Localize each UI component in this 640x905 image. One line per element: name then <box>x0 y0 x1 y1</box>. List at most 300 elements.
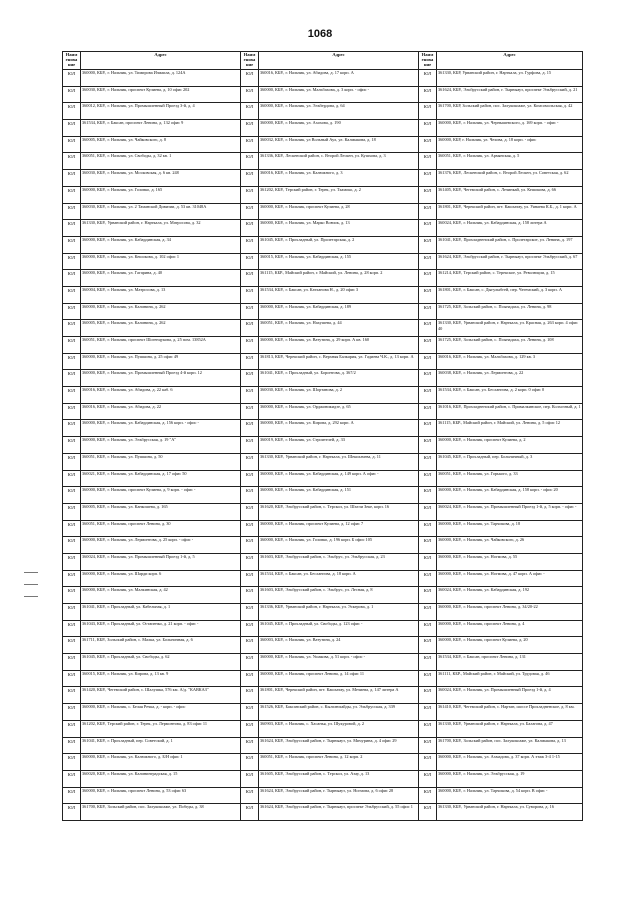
entity-type-cell: ЮЛ <box>63 253 81 270</box>
entity-type-cell: ЮЛ <box>63 687 81 704</box>
table-row <box>63 470 583 487</box>
entity-type-cell: ЮЛ <box>63 804 81 821</box>
entity-type-cell: ЮЛ <box>241 286 259 303</box>
entity-type-cell: ЮЛ <box>419 687 437 704</box>
entity-type-cell: ЮЛ <box>63 503 81 520</box>
table-header-row <box>63 52 583 70</box>
entity-type-cell: ЮЛ <box>241 670 259 687</box>
table-row <box>63 403 583 420</box>
entity-type-cell: ЮЛ <box>241 804 259 821</box>
address-cell: 360000, КБР., г. Нальчик, ул. Калинина, д. 262 <box>81 303 241 320</box>
page-number: 1068 <box>307 28 333 40</box>
type-header: Наим енова ние <box>241 52 259 70</box>
address-cell: 360000, КБР., г. Нальчик, ул. Промышленный Проезд 4-й корп. 12 <box>81 370 241 387</box>
entity-type-cell: ЮЛ <box>63 520 81 537</box>
address-cell: 360000, КБР., г. Нальчик, ул. Чернышевского, д. 169 корп. - офис - <box>437 120 583 137</box>
entity-type-cell: ЮЛ <box>241 737 259 754</box>
entity-type-cell: ЮЛ <box>63 754 81 771</box>
address-cell: 360000, КБР., г. Нальчик, проспект Кулиева, д. 28 <box>259 203 419 220</box>
address-cell: 361330, КБР., Урванский район, г. Нарткала, ул. Суворова, д. 16 <box>437 804 583 821</box>
table-row <box>63 804 583 821</box>
entity-type-cell: ЮЛ <box>419 437 437 454</box>
table-row <box>63 320 583 337</box>
entity-type-cell: ЮЛ <box>63 570 81 587</box>
address-cell: 360012, КБР., г. Нальчик, ул. Промышленный Проезд 3-й, д. 4 <box>81 103 241 120</box>
address-cell: 361202, КБР., Терский район, г. Терек, ул. Лермонтова, д. 83 офис 11 <box>81 720 241 737</box>
address-cell: 361045, КБР., г. Прохладный, ул. Свободы, д. 62 <box>81 654 241 671</box>
entity-type-cell: ЮЛ <box>419 453 437 470</box>
address-cell: 361534, КБР., г. Баксан, ул. Беслангова, д. 2 корп. 0 офис 0 <box>437 387 583 404</box>
entity-type-cell: ЮЛ <box>419 570 437 587</box>
table-row <box>63 770 583 787</box>
table-row <box>63 787 583 804</box>
address-cell: 360004, КБР., г. Нальчик, ул. Матросова, д. 13 <box>81 286 241 303</box>
entity-type-cell: ЮЛ <box>419 186 437 203</box>
address-header: Адрес <box>437 52 583 70</box>
address-cell: 361376, КБР., Лескенский район, с. Второй Лескен, ул. Советская, д. 62 <box>437 170 583 187</box>
entity-type-cell: ЮЛ <box>419 270 437 287</box>
table-row <box>63 370 583 387</box>
entity-type-cell: ЮЛ <box>419 120 437 137</box>
address-cell: 360000, КБР., г. Нальчик, ул. Ахмадова, д. 37 корп. А этаж 3-4 1-15 <box>437 754 583 771</box>
address-cell: 361700, КБР., Зольский район, пос. Залукокоаже, ул. Калмыкова, д. 13 <box>437 737 583 754</box>
entity-type-cell: ЮЛ <box>63 170 81 187</box>
table-row <box>63 670 583 687</box>
address-cell: 361801, КБР., г. Баксан, с. Дыгулыбгей, пер. Чегемский, д. 3 корп. А <box>437 286 583 303</box>
entity-type-cell: ЮЛ <box>241 136 259 153</box>
address-cell: 360005, КБР., г. Нальчик, ул. Калинина, д. 262 <box>81 320 241 337</box>
entity-type-cell: ЮЛ <box>241 403 259 420</box>
address-cell: 360051, КБР., г. Нальчик, проспект Ленина, д. 30 <box>81 520 241 537</box>
address-cell: 360000, КБР., г. Нальчик, ул. Эльбрусская, д. 19 "А" <box>81 437 241 454</box>
address-cell: 361043, КБР., г. Прохладный, ул. Остапенко, д. 21 корп. - офис - <box>81 620 241 637</box>
address-cell: 360051, КБР., г. Нальчик, проспект Шогенцукова, д. 25 пом. 13852А <box>81 337 241 354</box>
address-cell: 360024, КБР., г. Нальчик, ул. Кабардинская, д. 192 <box>437 587 583 604</box>
entity-type-cell: ЮЛ <box>419 103 437 120</box>
entity-type-cell: ЮЛ <box>241 236 259 253</box>
address-cell: 360015, КБР., г. Нальчик, ул. Кабардинская, д. 155 <box>259 253 419 270</box>
address-cell: 361526, КБР., Баксанский район, с. Кыльтюхайды, ул. Эльбрусская, д. 339 <box>259 704 419 721</box>
address-cell: 361041, КБР., г. Прохладный, ул. Боронтова, д. 367/2 <box>259 370 419 387</box>
entity-type-cell: ЮЛ <box>63 604 81 621</box>
entity-type-cell: ЮЛ <box>241 120 259 137</box>
address-cell: 360051, КБР., г. Нальчик, проспект Ленина, д. 12 корп. 2 <box>259 754 419 771</box>
entity-type-cell: ЮЛ <box>63 103 81 120</box>
address-cell: 360016, КБР., г. Нальчик, ул. Абидова, д. 22 каб. 6 <box>81 387 241 404</box>
table-row <box>63 220 583 237</box>
table-row <box>63 604 583 621</box>
entity-type-cell: ЮЛ <box>419 320 437 337</box>
address-cell: 360000, КБР., г. Нальчик, проспект Кулиева, д. 20 <box>437 637 583 654</box>
table-row <box>63 303 583 320</box>
entity-type-cell: ЮЛ <box>241 153 259 170</box>
entity-type-cell: ЮЛ <box>241 570 259 587</box>
address-cell: 360000, КБР., г. Нальчик, ул. Пушкина, д. 25 офис 49 <box>81 353 241 370</box>
entity-type-cell: ЮЛ <box>63 70 81 87</box>
address-cell: 360051, КБР., г. Нальчик, ул. Армянская, д. 5 <box>437 153 583 170</box>
entity-type-cell: ЮЛ <box>241 770 259 787</box>
address-cell: 360038, КБР., г. Нальчик, ул. Лермонтова, д. 22 <box>437 370 583 387</box>
type-header: Наим енова ние <box>63 52 81 70</box>
table-row <box>63 570 583 587</box>
margin-mark <box>24 584 38 585</box>
table-row <box>63 70 583 87</box>
address-cell: 360000, КБР., г. Нальчик, проспект Ленина, д. 4 <box>437 620 583 637</box>
entity-type-cell: ЮЛ <box>63 553 81 570</box>
address-cell: 361711, КБР., Зольский район, с. Малка, ул. Больничная, д. 6 <box>81 637 241 654</box>
address-cell: 360000, КБР., г. Нальчик, ул. Марко Вовчок, д. 13 <box>259 220 419 237</box>
table-row <box>63 520 583 537</box>
entity-type-cell: ЮЛ <box>241 420 259 437</box>
address-cell: 360000, КБР., г. Нальчик, ул. Эльбердова, д. 64 <box>259 103 419 120</box>
margin-mark <box>24 572 38 573</box>
address-cell: 361041, КБР., г. Прохладный, пер. Советский, д. 1 <box>81 737 241 754</box>
address-cell: 361534, КБР., г. Баксан, ул. Катханова Н., д. 20 офис 3 <box>259 286 419 303</box>
entity-type-cell: ЮЛ <box>419 136 437 153</box>
address-cell: 361330, КБР., Урванский район, г. Нарткала, ул. Шекихачева, д. 11 <box>259 453 419 470</box>
entity-type-cell: ЮЛ <box>419 637 437 654</box>
entity-type-cell: ЮЛ <box>63 670 81 687</box>
address-cell: 361330, КБР., Урванский район, г. Нарткала, ул. Матросова, д. 32 <box>81 220 241 237</box>
entity-type-cell: ЮЛ <box>241 270 259 287</box>
address-cell: 361700, КБР, Зольский район, пос. Залукокоаже, ул. Комсомольская, д. 42 <box>437 103 583 120</box>
address-cell: 360000, КБР., г. Нальчик, ул. Кешокова, д. 102 офис 1 <box>81 253 241 270</box>
entity-type-cell: ЮЛ <box>419 470 437 487</box>
address-cell: 360000, КБР., г. Нальчик, ул. Ногмова, д. 55 <box>437 553 583 570</box>
entity-type-cell: ЮЛ <box>419 787 437 804</box>
table-row <box>63 203 583 220</box>
table-row <box>63 637 583 654</box>
address-cell: 360005, КБР., г. Нальчик, ул. Канкошева, д. 165 <box>81 503 241 520</box>
entity-type-cell: ЮЛ <box>419 754 437 771</box>
entity-type-cell: ЮЛ <box>241 587 259 604</box>
table-row <box>63 620 583 637</box>
table-row <box>63 420 583 437</box>
table-row <box>63 754 583 771</box>
address-cell: 361620, КБР., Эльбрусский район, с. Терскол, ул. Шхели Зеке, корп. 16 <box>259 503 419 520</box>
address-cell: 361624, КБР., Эльбрусский район, г. Тырныауз, ул. Мичурина, д. 4 офис 29 <box>259 737 419 754</box>
entity-type-cell: ЮЛ <box>419 670 437 687</box>
address-cell: 361330, КБР, Урванский район, г. Нарткала, ул. Гурфова, д. 15 <box>437 70 583 87</box>
entity-type-cell: ЮЛ <box>63 537 81 554</box>
entity-type-cell: ЮЛ <box>419 203 437 220</box>
address-cell: 360030, КБР., г. Нальчик, ул. 2 Таманской Дивизии, д. 53 кв. 31048А <box>81 203 241 220</box>
entity-type-cell: ЮЛ <box>241 470 259 487</box>
address-cell: 360000, КБР, г. Нальчик, ул. Чехова, д. 18 корп. - офис <box>437 136 583 153</box>
address-cell: 360000, КБР., г. Нальчик, ул. Мальбахова, д. 3 корп. - офис - <box>259 86 419 103</box>
address-cell: 361045, КБР., г. Прохладный, ул. Пролетарская, д. 2 <box>259 236 419 253</box>
entity-type-cell: ЮЛ <box>419 587 437 604</box>
address-cell: 361624, КБР., Эльбрусский район, г. Тырныауз, проспект Эльбрусский, д. 67 <box>437 253 583 270</box>
address-cell: 361603, КБР., Эльбрусский район, с. Эльбрус, ул. Лесная, д. 8 <box>259 587 419 604</box>
margin-mark <box>24 596 38 597</box>
entity-type-cell: ЮЛ <box>63 236 81 253</box>
entity-type-cell: ЮЛ <box>63 320 81 337</box>
table-row <box>63 387 583 404</box>
entity-type-cell: ЮЛ <box>419 553 437 570</box>
address-cell: 360000, КБР., г. Нальчик, проспект Ленина, д. 14 офис 11 <box>259 670 419 687</box>
address-cell: 361045, КБР., г. Прохладный, пер. Больничный, д. 3 <box>437 453 583 470</box>
address-cell: 360000, КБР., г. Нальчик, ул. Лермонтова, д. 25 корп. - офис - <box>81 537 241 554</box>
entity-type-cell: ЮЛ <box>419 387 437 404</box>
table-row <box>63 337 583 354</box>
address-cell: 360000, КБР., г. Нальчик, ул. Эльбрусская, д. 19 <box>437 770 583 787</box>
entity-type-cell: ЮЛ <box>63 136 81 153</box>
address-cell: 361700, КБР., Зольский район, пос. Залукокоаже, ул. Победы, д. 38 <box>81 804 241 821</box>
table-row <box>63 720 583 737</box>
address-cell: 360000, КБР., г. Нальчик, ул. Кабардинская, д. 158 корп. - офис 20 <box>437 487 583 504</box>
address-cell: 360024, КБР., г. Нальчик, ул. Кабардинская, д. 158 литера А <box>437 220 583 237</box>
entity-type-cell: ЮЛ <box>419 720 437 737</box>
entity-type-cell: ЮЛ <box>419 170 437 187</box>
address-cell: 360016, КБР., г. Нальчик, ул. Калюжного, д. 3 <box>259 170 419 187</box>
entity-type-cell: ЮЛ <box>241 103 259 120</box>
entity-type-cell: ЮЛ <box>63 470 81 487</box>
entity-type-cell: ЮЛ <box>241 303 259 320</box>
address-cell: 360051, КБР., г. Нальчик, ул. Нахушева, д. 44 <box>259 320 419 337</box>
entity-type-cell: ЮЛ <box>63 270 81 287</box>
entity-type-cell: ЮЛ <box>63 587 81 604</box>
address-cell: 360000, КБР., г. Нальчик, с. Белая Речка, д. - корп. - офис <box>81 704 241 721</box>
entity-type-cell: ЮЛ <box>241 487 259 504</box>
address-cell: 360030, КБР., г. Нальчик, ул. Московская, д. 6 кв. 248 <box>81 170 241 187</box>
address-cell: 360000, КБР., г. Нальчик, ул. Ватутина, д. 29 корп. А кв. 160 <box>259 337 419 354</box>
address-cell: 360000, КБР., г. Нальчик, ул. Головко, д. 196 корп. Б офис 105 <box>259 537 419 554</box>
address-cell: 361813, КБР., Черекский район, с. Верхняя Балкария, ул. Гадиева Ч.К., д. 13 корп. А <box>259 353 419 370</box>
entity-type-cell: ЮЛ <box>241 537 259 554</box>
address-cell: 360000, КБР., г. Нальчик, проспект Ленина, д. 53 офис 63 <box>81 787 241 804</box>
address-cell: 360000, КБР., г. Нальчик, ул. Головко, д. 165 <box>81 186 241 203</box>
entity-type-cell: ЮЛ <box>419 337 437 354</box>
address-cell: 361624, КБР., Эльбрусский район, г. Тырныауз, проспект Эльбрусский, д. 21 <box>437 86 583 103</box>
address-cell: 361624, КБР., Эльбрусский район, г. Тырныауз, ул. Ногмова, д. 6 офис 28 <box>259 787 419 804</box>
entity-type-cell: ЮЛ <box>419 487 437 504</box>
address-cell: 361041, КБР., г. Прохладный, ул. Кабельная, д. 1 <box>81 604 241 621</box>
address-cell: 360019, КБР., г. Нальчик, ул. Строителей, д. 33 <box>259 437 419 454</box>
entity-type-cell: ЮЛ <box>63 303 81 320</box>
address-cell: 360051, КБР., г. Нальчик, ул. Пушкина, д. 50 <box>81 453 241 470</box>
entity-type-cell: ЮЛ <box>419 70 437 87</box>
address-cell: 361534, КБР., г. Баксан, ул. Беслангова, д. 18 корп. А <box>259 570 419 587</box>
entity-type-cell: ЮЛ <box>241 553 259 570</box>
address-cell: 360000, КБР., г. Нальчик, ул. Ушакова, д. 51 корп. - офис - <box>259 654 419 671</box>
address-cell: 361534, КБР., г. Баксан, проспект Ленина, д. 132 офис 9 <box>81 120 241 137</box>
entity-type-cell: ЮЛ <box>63 737 81 754</box>
address-cell: 360000, КБР., г. Нальчик, ул. Кабардинская, д. 156 корп. - офис - <box>81 420 241 437</box>
address-cell: 361801, КБР., Черекский район, пгт. Кашхатау, ул. Мечиева, д. 147 литера А <box>259 687 419 704</box>
table-row <box>63 86 583 103</box>
entity-type-cell: ЮЛ <box>63 203 81 220</box>
address-header: Адрес <box>81 52 241 70</box>
type-header: Наим енова ние <box>419 52 437 70</box>
entity-type-cell: ЮЛ <box>241 370 259 387</box>
entity-type-cell: ЮЛ <box>419 770 437 787</box>
address-cell: 361202, КБР., Терский район, г. Терек, ул. Тхамоко, д. 2 <box>259 186 419 203</box>
entity-type-cell: ЮЛ <box>241 353 259 370</box>
address-cell: 360015, КБР., г. Нальчик, ул. Кирова, д. 13 кв. 9 <box>81 670 241 687</box>
entity-type-cell: ЮЛ <box>63 370 81 387</box>
entity-type-cell: ЮЛ <box>241 220 259 237</box>
entity-type-cell: ЮЛ <box>241 320 259 337</box>
address-cell: 361045, КБР., г. Прохладный, ул. Свободы, д. 123 офис - <box>259 620 419 637</box>
table-row <box>63 286 583 303</box>
entity-type-cell: ЮЛ <box>241 620 259 637</box>
entity-type-cell: ЮЛ <box>241 337 259 354</box>
entity-type-cell: ЮЛ <box>419 286 437 303</box>
address-cell: 361725, КБР., Зольский район, с. Псынадаха, ул. Ленина, д. 108 <box>437 337 583 354</box>
entity-type-cell: ЮЛ <box>63 186 81 203</box>
entity-type-cell: ЮЛ <box>241 186 259 203</box>
address-cell: 360000, КБР., г. Нальчик, ул. Кабардинская, д. 149 корп. А офис - <box>259 470 419 487</box>
address-cell: 360000, КБР., г. Нальчик, ул. Ногмова, д. 47 корп. А офис - <box>437 570 583 587</box>
address-cell: 361115, КБР., Майский район, г. Майский, ул. Ленина, д. 28 корп. 2 <box>259 270 419 287</box>
address-cell: 360032, КБР., г. Нальчик, ул Вольный Аул, ул. Калмыкова, д. 18 <box>259 136 419 153</box>
address-cell: 360000, КБР., г. Нальчик, проспект Кулиева, д. 12 офис 7 <box>259 520 419 537</box>
address-cell: 360024, КБР., г. Нальчик, ул. Промышленный Проезд 1-й, д. 5 корп. - офис - <box>437 503 583 520</box>
address-header: Адрес <box>259 52 419 70</box>
address-cell: 360000, КБР., г. Нальчик, ул. Ахохова, д. 190 <box>259 120 419 137</box>
address-cell: 360000, КБР., г. Нальчик, ул. Тимирова Измаила, д. 124А <box>81 70 241 87</box>
address-cell: 360000, КБР., г. Нальчик, ул. Малкинская, д. 42 <box>81 587 241 604</box>
entity-type-cell: ЮЛ <box>63 387 81 404</box>
entity-type-cell: ЮЛ <box>63 353 81 370</box>
entity-type-cell: ЮЛ <box>241 720 259 737</box>
address-cell: 360000, КБР., г. Нальчик, проспект Ленина, д. 34/20-22 <box>437 604 583 621</box>
entity-type-cell: ЮЛ <box>63 720 81 737</box>
entity-type-cell: ЮЛ <box>241 754 259 771</box>
address-cell: 361041, КБР., Прохладненский район, с. Пролетарское, ул. Ленина, д. 197 <box>437 236 583 253</box>
entity-type-cell: ЮЛ <box>241 687 259 704</box>
address-cell: 360000, КБР., г. Нальчик, ул. Кабардинская, д. 189 <box>259 303 419 320</box>
address-table <box>62 51 583 821</box>
table-row <box>63 236 583 253</box>
entity-type-cell: ЮЛ <box>63 620 81 637</box>
entity-type-cell: ЮЛ <box>419 403 437 420</box>
entity-type-cell: ЮЛ <box>63 337 81 354</box>
table-row <box>63 587 583 604</box>
entity-type-cell: ЮЛ <box>241 437 259 454</box>
address-cell: 360005, КБР., г. Нальчик, ул. Чайковского, д. 8 <box>81 136 241 153</box>
address-cell: 360903, КБР., г. Нальчик, с. Хасанья, ул. Шукуровой, д. 2 <box>259 720 419 737</box>
address-cell: 361605, КБР., Эльбрусский район, с. Терскол, ул. Азау, д. 13 <box>259 770 419 787</box>
table-row <box>63 153 583 170</box>
address-cell: 361624, КБР., Эльбрусский район, г. Тырныауз, проспект Эльбрусский, д. 55 офис 1 <box>259 804 419 821</box>
address-cell: 360000, КБР., г. Нальчик, ул. Гагарина, д. 40 <box>81 270 241 287</box>
table-row <box>63 704 583 721</box>
address-cell: 360016, КБР., г. Нальчик, ул. Абидова, д. 17 корп. А <box>259 70 419 87</box>
entity-type-cell: ЮЛ <box>63 453 81 470</box>
address-cell: 361410, КБР., Чегемский район, с. Нартан, шоссе Прохладненское, д. 8 км. <box>437 704 583 721</box>
address-cell: 361336, КБР., Урванский район, г. Нарткала, ул. Эскерова, д. 1 <box>259 604 419 621</box>
table-row <box>63 353 583 370</box>
entity-type-cell: ЮЛ <box>419 620 437 637</box>
address-cell: 360030, КБР., г. Нальчик, проспект Кулиева, д. 10 офис 202 <box>81 86 241 103</box>
address-cell: 361016, КБР., Прохладненский район, с. Прималкинское, пер. Колхозный, д. 1 <box>437 403 583 420</box>
entity-type-cell: ЮЛ <box>419 86 437 103</box>
table-row <box>63 453 583 470</box>
address-cell: 361115, КБР., Майский район, г. Майский, ул. Ленина, д. 5 офис 12 <box>437 420 583 437</box>
table-row <box>63 687 583 704</box>
entity-type-cell: ЮЛ <box>419 704 437 721</box>
table-row <box>63 170 583 187</box>
entity-type-cell: ЮЛ <box>63 153 81 170</box>
entity-type-cell: ЮЛ <box>241 203 259 220</box>
entity-type-cell: ЮЛ <box>63 487 81 504</box>
table-row <box>63 253 583 270</box>
entity-type-cell: ЮЛ <box>241 604 259 621</box>
entity-type-cell: ЮЛ <box>241 704 259 721</box>
address-cell: 360016, КБР., г. Нальчик, ул. Абидова, д. 22 <box>81 403 241 420</box>
entity-type-cell: ЮЛ <box>241 520 259 537</box>
address-cell: 360000, КБР., г. Нальчик, ул. Тарчокова, д. 54 корп. В офис - <box>437 787 583 804</box>
address-cell: 361534, КБР., г. Баксан, проспект Ленина, д. 131 <box>437 654 583 671</box>
entity-type-cell: ЮЛ <box>419 654 437 671</box>
entity-type-cell: ЮЛ <box>241 387 259 404</box>
address-cell: 361420, КБР., Чегемский район, с. Шалушка, 576 км. А/д. "КАВКАЗ" <box>81 687 241 704</box>
table-row <box>63 136 583 153</box>
address-cell: 360024, КБР., г. Нальчик, ул. Промышленный Проезд 1-й, д. 5 <box>81 553 241 570</box>
entity-type-cell: ЮЛ <box>241 654 259 671</box>
address-cell: 360000, КБР., г. Нальчик, ул. Орджоникидзе, д. 65 <box>259 403 419 420</box>
entity-type-cell: ЮЛ <box>419 737 437 754</box>
entity-type-cell: ЮЛ <box>419 604 437 621</box>
entity-type-cell: ЮЛ <box>241 70 259 87</box>
entity-type-cell: ЮЛ <box>63 220 81 237</box>
address-cell: 360000, КБР., г. Нальчик, ул. Кабардинская, д. 151 <box>259 487 419 504</box>
address-cell: 361330, КБР., Урванский район, г. Нарткала, ул. Красная, д. 263 корп. 4 офис 40 <box>437 320 583 337</box>
address-cell: 360051, КБР., г. Нальчик, ул. Горького, д. 33 <box>437 470 583 487</box>
address-cell: 360020, КБР., г. Нальчик, ул. Калининградская, д. 15 <box>81 770 241 787</box>
entity-type-cell: ЮЛ <box>63 770 81 787</box>
address-cell: 361603, КБР., Эльбрусский район, с. Эльбрус, ул. Эльбрусская, д. 23 <box>259 553 419 570</box>
address-cell: 360000, КБР., г. Нальчик, ул. Чайковского, д. 26 <box>437 537 583 554</box>
address-cell: 361330, КБР., Урванский район, г. Нарткала, ул. Балагова, д. 47 <box>437 720 583 737</box>
table-row <box>63 270 583 287</box>
address-cell: 361111, КБР., Майский район, г. Майский, ул. Трудовая, д. 46 <box>437 670 583 687</box>
address-cell: 360024, КБР., г. Нальчик, ул. Промышленный Проезд 1-й, д. 4 <box>437 687 583 704</box>
entity-type-cell: ЮЛ <box>419 153 437 170</box>
address-cell: 360000, КБР., г. Нальчик, ул. Тарчокова, д. 18 <box>437 520 583 537</box>
table-row <box>63 654 583 671</box>
address-cell: 360000, КБР., г. Нальчик, проспект Кулиева, д. 2 <box>437 437 583 454</box>
entity-type-cell: ЮЛ <box>419 503 437 520</box>
entity-type-cell: ЮЛ <box>419 420 437 437</box>
entity-type-cell: ЮЛ <box>419 253 437 270</box>
entity-type-cell: ЮЛ <box>63 704 81 721</box>
entity-type-cell: ЮЛ <box>63 86 81 103</box>
entity-type-cell: ЮЛ <box>419 220 437 237</box>
address-cell: 361214, КБР., Терский район, с. Терекское, ул. Революции, д. 15 <box>437 270 583 287</box>
address-cell: 360021, КБР., г. Нальчик, ул. Кабардинская, д. 17 офис 50 <box>81 470 241 487</box>
table-row <box>63 737 583 754</box>
table-row <box>63 537 583 554</box>
table-row <box>63 503 583 520</box>
address-cell: 360000, КБР., г. Нальчик, ул. Калюжного, д. Б/Н офис 1 <box>81 754 241 771</box>
table-row <box>63 103 583 120</box>
address-cell: 360000, КБР., г. Нальчик, ул. Шарди корп. 6 <box>81 570 241 587</box>
address-cell: 360000, КБР., г. Нальчик, проспект Кулиева, д. 9 корп. - офис - <box>81 487 241 504</box>
entity-type-cell: ЮЛ <box>63 420 81 437</box>
entity-type-cell: ЮЛ <box>63 286 81 303</box>
entity-type-cell: ЮЛ <box>241 637 259 654</box>
entity-type-cell: ЮЛ <box>241 253 259 270</box>
entity-type-cell: ЮЛ <box>241 503 259 520</box>
entity-type-cell: ЮЛ <box>63 437 81 454</box>
entity-type-cell: ЮЛ <box>419 303 437 320</box>
entity-type-cell: ЮЛ <box>419 537 437 554</box>
table-row <box>63 437 583 454</box>
address-cell: 361801, КБР., Черекский район, пгт. Кашхатау, ул. Уянаева К.Б., д. 1 корп. А <box>437 203 583 220</box>
